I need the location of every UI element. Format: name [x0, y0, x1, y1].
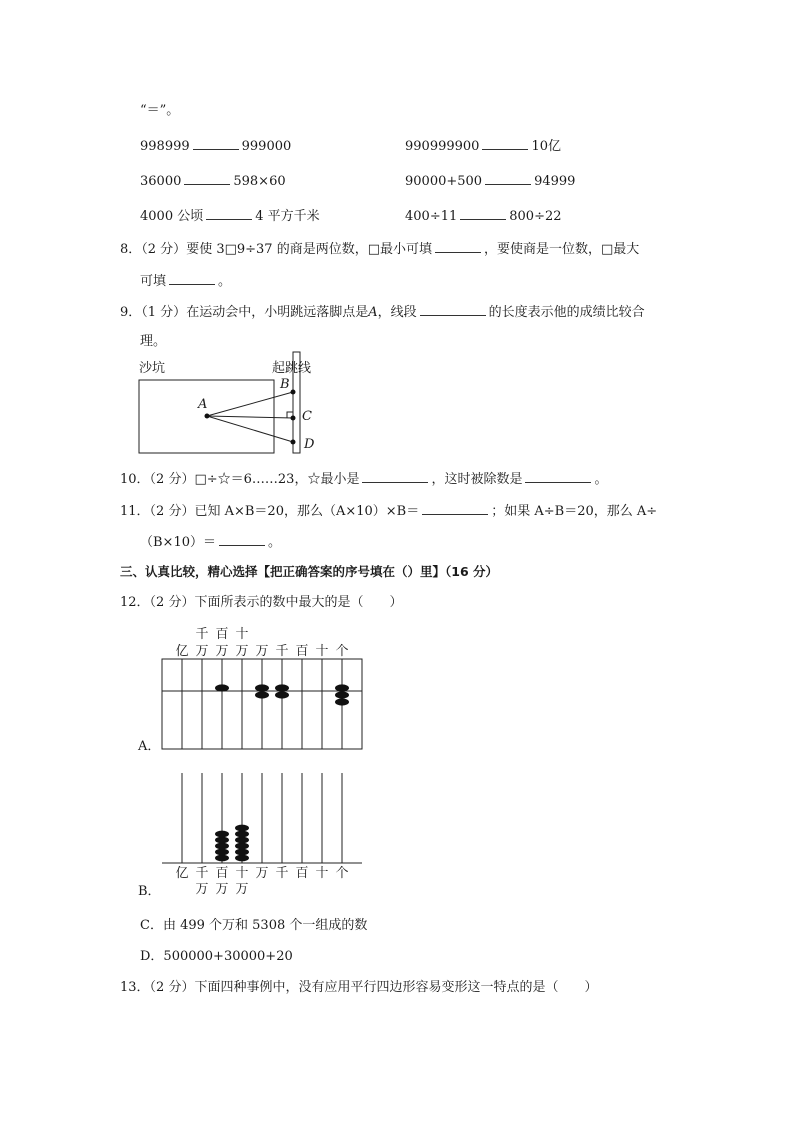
question-11: 11．（2 分）已知 A×B＝20，那么（A×10）×B＝ ；如果 A÷B＝20，那么 A÷ [120, 504, 658, 519]
abacus-b-bead [235, 831, 249, 838]
abacus-b-label: 千 [275, 866, 289, 881]
point-a [205, 414, 210, 419]
abacus-a-label: 万 [235, 644, 249, 659]
label-a: A [198, 397, 208, 412]
abacus-b-bead [215, 831, 229, 838]
comparison-item: 90000+500 94999 [405, 174, 576, 189]
comparison-item: 400÷11 800÷22 [405, 209, 562, 224]
label-c: C [302, 409, 312, 424]
question-11-line2: （B×10）＝ 。 [140, 535, 282, 550]
answer-blank[interactable] [525, 470, 591, 483]
abacus-b-bead [215, 843, 229, 850]
abacus-a-bead [335, 684, 349, 691]
answer-blank[interactable] [169, 272, 215, 285]
option-c[interactable]: C．由 499 个万和 5308 个一组成的数 [140, 918, 368, 933]
option-a-label[interactable]: A． [138, 739, 161, 754]
section-heading: 三、认真比较，精心选择【把正确答案的序号填在（）里】（16 分） [120, 564, 498, 579]
answer-blank[interactable] [460, 207, 506, 220]
abacus-a-bead [275, 691, 289, 698]
question-12: 12．（2 分）下面所表示的数中最大的是（ ） [120, 595, 403, 610]
top-note: “＝”。 [140, 103, 180, 118]
abacus-a-bead [335, 698, 349, 705]
comparison-item: 998999 999000 [140, 139, 292, 154]
answer-blank[interactable] [485, 172, 531, 185]
abacus-b-bead [215, 855, 229, 862]
abacus-b-label: 万 [255, 866, 269, 881]
abacus-b-label: 十 [235, 866, 249, 881]
comparison-item: 36000 598×60 [140, 174, 286, 189]
answer-blank[interactable] [184, 172, 230, 185]
abacus-b-label: 百 [295, 866, 309, 881]
question-13: 13．（2 分）下面四种事例中，没有应用平行四边形容易变形这一特点的是（ ） [120, 980, 598, 995]
abacus-b-label: 百 [215, 866, 229, 881]
abacus-a-label: 百 [215, 627, 229, 642]
abacus-a-label: 千 [195, 627, 209, 642]
segment-ac [207, 416, 293, 418]
abacus-a-frame [162, 659, 362, 749]
abacus-b-label: 万 [215, 882, 229, 897]
abacus-a-label: 亿 [175, 644, 189, 659]
label-b: B [280, 377, 290, 392]
label-d: D [304, 437, 315, 452]
sandpit-rect [139, 380, 274, 453]
sandpit-label: 沙坑 [139, 361, 166, 376]
answer-blank[interactable] [193, 137, 239, 150]
question-10: 10．（2 分）□÷☆＝6……23，☆最小是 ，这时被除数是 。 [120, 472, 608, 487]
right-angle-mark [287, 412, 293, 418]
abacus-b-bead [235, 837, 249, 844]
question-8: 8．（2 分）要使 3□9÷37 的商是两位数，□最小可填 ，要使商是一位数，□最大 [120, 242, 640, 257]
abacus-b-label: 千 [195, 866, 209, 881]
abacus-a-label: 十 [315, 644, 329, 659]
abacus-b-bead [235, 825, 249, 832]
abacus-b-label: 亿 [175, 866, 189, 881]
abacus-a-bead [255, 684, 269, 691]
abacus-b-bead [235, 849, 249, 856]
abacus-b-bead [215, 837, 229, 844]
abacus-b-bead [235, 843, 249, 850]
answer-blank[interactable] [482, 137, 528, 150]
question-8-line2: 可填 。 [140, 274, 232, 289]
option-b-label[interactable]: B． [138, 884, 161, 899]
comparison-item: 4000 公顷 4 平方千米 [140, 209, 320, 224]
point-b [291, 390, 296, 395]
abacus-a-label: 万 [195, 644, 209, 659]
question-9-line2: 理。 [140, 334, 167, 349]
abacus-a-label: 十 [235, 627, 249, 642]
comparison-item: 990999900 10亿 [405, 139, 561, 154]
takeoff-label: 起跳线 [272, 361, 312, 376]
answer-blank[interactable] [422, 502, 488, 515]
abacus-a-label: 百 [295, 644, 309, 659]
answer-blank[interactable] [219, 533, 265, 546]
option-d[interactable]: D．500000+30000+20 [140, 949, 293, 964]
question-9: 9．（1 分）在运动会中，小明跳远落脚点是A，线段 的长度表示他的成绩比较合 [120, 305, 645, 320]
abacus-a-bead [255, 691, 269, 698]
answer-blank[interactable] [435, 240, 481, 253]
abacus-a-bead [215, 684, 229, 691]
abacus-b-label: 十 [315, 866, 329, 881]
segment-ad [207, 416, 293, 442]
answer-blank[interactable] [206, 207, 252, 220]
segment-ab [207, 392, 293, 416]
abacus-a-label: 千 [275, 644, 289, 659]
answer-blank[interactable] [362, 470, 428, 483]
answer-blank[interactable] [420, 303, 486, 316]
abacus-a-bead [275, 684, 289, 691]
abacus-a-label: 个 [335, 644, 349, 659]
abacus-b-label: 万 [195, 882, 209, 897]
point-d [291, 440, 296, 445]
abacus-b-label: 个 [335, 866, 349, 881]
abacus-a-bead [335, 691, 349, 698]
abacus-a-label: 万 [255, 644, 269, 659]
abacus-b-label: 万 [235, 882, 249, 897]
abacus-a-label: 万 [215, 644, 229, 659]
point-c [291, 416, 296, 421]
abacus-b-bead [235, 855, 249, 862]
abacus-b-bead [215, 849, 229, 856]
